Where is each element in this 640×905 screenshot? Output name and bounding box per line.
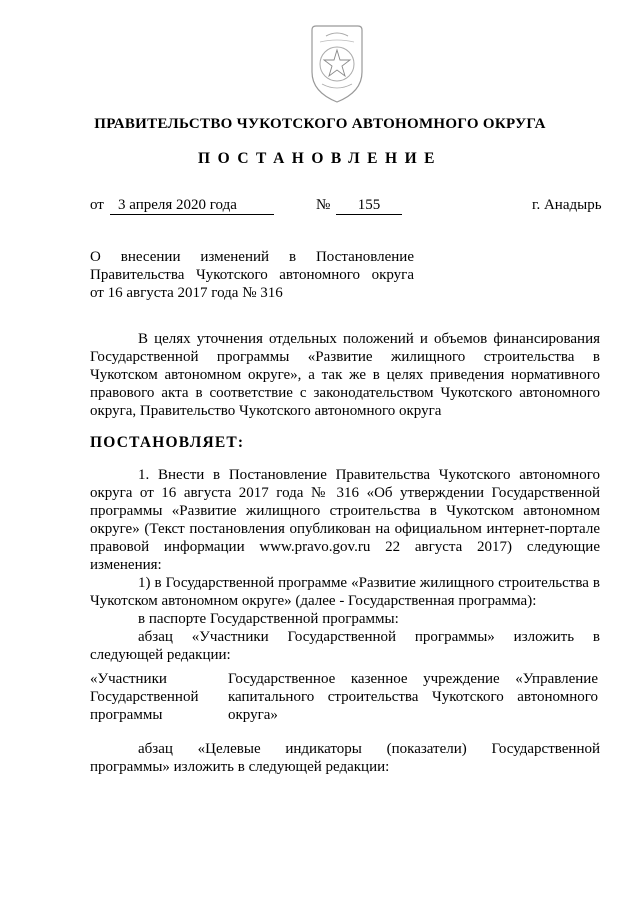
number-field — [336, 196, 402, 215]
table-right-line: капитального строительства Чукотского автономного — [228, 689, 598, 705]
preamble-line: Чукотском автономном округе», а так же в целях приведения нормативного — [90, 367, 600, 383]
body-line: округа от 16 августа 2017 года № 316 «Об утверждении Государственной — [90, 485, 600, 501]
body-line: абзац «Участники Государственной программы» изложить в — [138, 629, 600, 645]
body-line: в паспорте Государственной программы: — [138, 611, 399, 627]
body-line: программы «Развитие жилищного строительства в Чукотском автономном — [90, 503, 600, 519]
coat-of-arms-emblem — [302, 22, 372, 106]
document-number: 155 — [336, 196, 402, 215]
participants-label-cell — [90, 670, 210, 724]
body-line: правовой информации www.pravo.gov.ru 22 августа 2017) следующие — [90, 539, 600, 555]
city: г. Анадырь — [532, 197, 602, 213]
number-label: № — [316, 197, 331, 213]
body-line: Чукотском автономном округе» (далее - Государственная программа): — [90, 593, 537, 609]
subject-line: О внесении изменений в Постановление — [90, 249, 414, 265]
preamble-block — [90, 330, 600, 420]
tail-block — [90, 740, 600, 776]
government-name: ПРАВИТЕЛЬСТВО ЧУКОТСКОГО АВТОНОМНОГО ОКРУГА — [94, 116, 546, 132]
body-line: следующей редакции: — [90, 647, 231, 663]
participants-value-cell — [228, 670, 598, 724]
tail-line: программы» изложить в следующей редакции: — [90, 759, 390, 775]
preamble-line: правового акта в соответствие с законодательством Чукотского автономного — [90, 385, 600, 401]
table-right-line: Государственное казенное учреждение «Управление — [228, 671, 598, 687]
body-line: изменения: — [90, 557, 162, 573]
body-line: 1) в Государственной программе «Развитие жилищного строительства в — [138, 575, 600, 591]
resolves-heading: ПОСТАНОВЛЯЕТ: — [90, 434, 245, 451]
tail-line: абзац «Целевые индикаторы (показатели) Государственной — [138, 741, 600, 757]
table-left-line: программы — [90, 707, 163, 723]
preamble-line: округа, Правительство Чукотского автономного округа — [90, 403, 442, 419]
subject-line: от 16 августа 2017 года № 316 — [90, 285, 283, 301]
body-line: округе» (Текст постановления опубликован на официальном интернет-портале — [90, 521, 600, 537]
body-block — [90, 466, 600, 664]
table-left-line: «Участники — [90, 671, 167, 687]
preamble-line: В целях уточнения отдельных положений и объемов финансирования — [138, 331, 600, 347]
preamble-line: Государственной программы «Развитие жилищного строительства в — [90, 349, 600, 365]
date-prefix: от — [90, 197, 104, 213]
body-line: 1. Внести в Постановление Правительства Чукотского автономного — [138, 467, 600, 483]
subject-block — [90, 248, 414, 302]
table-right-line: округа» — [228, 707, 278, 723]
document-type-title: ПОСТАНОВЛЕНИЕ — [198, 150, 442, 167]
date-field — [110, 196, 274, 215]
document-date: 3 апреля 2020 года — [110, 196, 274, 215]
table-left-line: Государственной — [90, 689, 199, 705]
subject-line: Правительства Чукотского автономного округа — [90, 267, 414, 283]
